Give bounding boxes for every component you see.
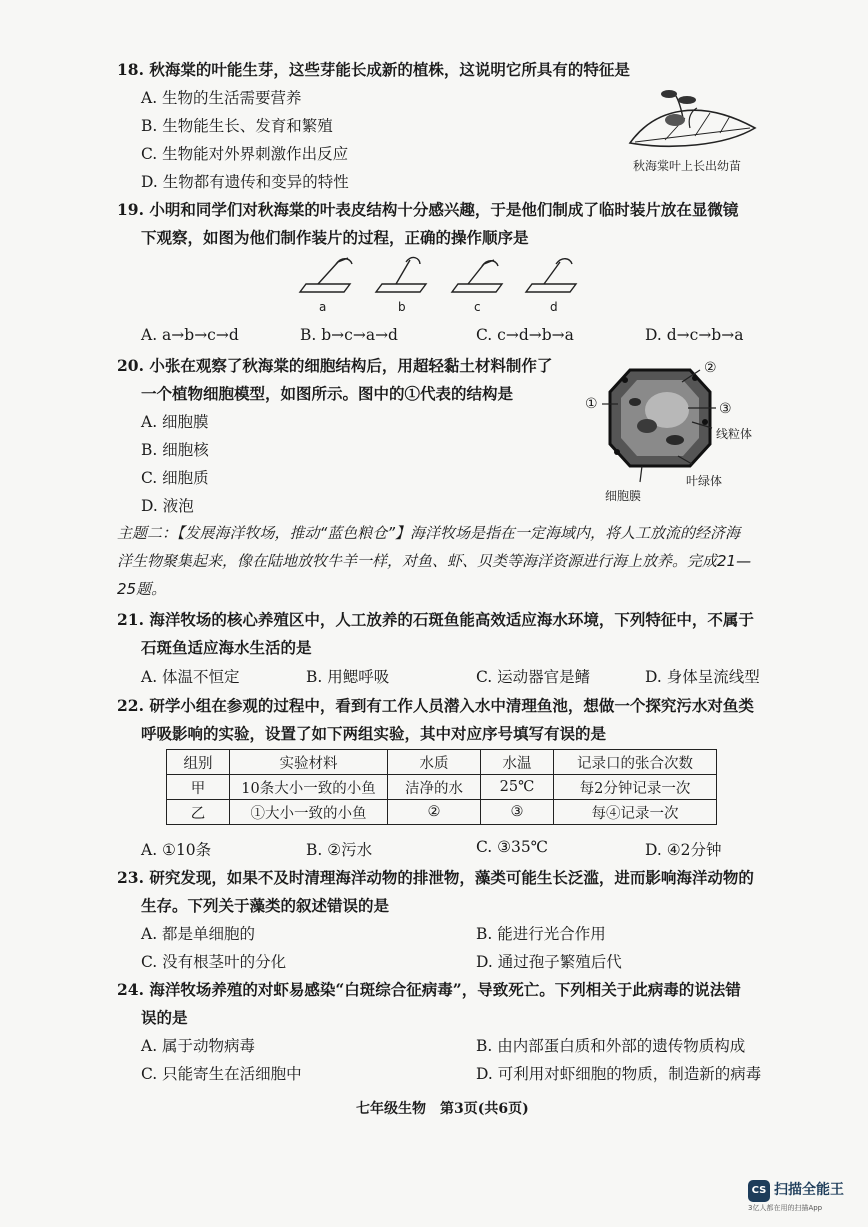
- table-cell: ②: [388, 800, 481, 825]
- q21-stem-line2: 石斑鱼适应海水生活的是: [141, 638, 312, 657]
- q21-option-b: B. 用鳃呼吸: [306, 668, 390, 686]
- table-cell: 每④记录一次: [554, 800, 717, 825]
- q19-figure-label-c: c: [474, 300, 481, 314]
- scanner-logo-icon: CS: [748, 1180, 770, 1202]
- q22-option-c: C. ③35℃: [476, 838, 549, 856]
- q18-option-d: D. 生物都有遗传和变异的特性: [141, 173, 349, 191]
- table-header-cell: 水质: [388, 750, 481, 775]
- q19-stem-line1: 19. 小明和同学们对秋海棠的叶表皮结构十分感兴趣，于是他们制成了临时装片放在显微镜: [117, 200, 739, 219]
- q20-option-d: D. 液泡: [141, 497, 194, 515]
- q23-option-c: C. 没有根茎叶的分化: [141, 953, 287, 971]
- q21-option-c: C. 运动器官是鳍: [476, 668, 591, 686]
- page-footer: 七年级生物 第3页(共6页): [356, 1101, 529, 1117]
- q20-option-b: B. 细胞核: [141, 441, 209, 459]
- table-cell: ③: [481, 800, 554, 825]
- q20-label-chloroplast: 叶绿体: [686, 474, 723, 488]
- q19-figure-label-b: b: [398, 300, 406, 314]
- q24-option-c: C. 只能寄生在活细胞中: [141, 1065, 302, 1083]
- q18-option-b: B. 生物能生长、发育和繁殖: [141, 117, 333, 135]
- q20-stem-line2: 一个植物细胞模型，如图所示。图中的①代表的结构是: [141, 384, 514, 403]
- q24-option-b: B. 由内部蛋白质和外部的遗传物质构成: [476, 1037, 746, 1055]
- theme2-line1: 主题二：【发展海洋牧场，推动“蓝色粮仓”】海洋牧场是指在一定海域内，将人工放流的经济海: [117, 524, 741, 542]
- q24-option-a: A. 属于动物病毒: [141, 1037, 256, 1055]
- q20-option-c: C. 细胞质: [141, 469, 209, 487]
- q18-stem: 18. 秋海棠的叶能生芽，这些芽能长成新的植株，这说明它所具有的特征是: [117, 60, 630, 79]
- q21-option-a: A. 体温不恒定: [141, 668, 240, 686]
- table-row: [167, 800, 717, 825]
- table-header-row: [167, 750, 717, 775]
- table-cell: 25℃: [481, 775, 554, 800]
- table-cell: 每2分钟记录一次: [554, 775, 717, 800]
- q19-option-b: B. b→c→a→d: [300, 326, 398, 344]
- cell-model-leader-lines: [596, 360, 726, 490]
- q19-stem-line2: 下观察，如图为他们制作装片的过程，正确的操作顺序是: [141, 228, 529, 247]
- q22-option-a: A. ①10条: [141, 841, 212, 859]
- q19-option-c: C. c→d→b→a: [476, 326, 574, 344]
- q23-stem-line1: 23. 研究发现，如果不及时清理海洋动物的排泄物，藻类可能生长泛滥，进而影响海洋动物的: [117, 868, 754, 887]
- table-cell: 10条大小一致的小鱼: [230, 775, 388, 800]
- q22-stem-line1: 22. 研学小组在参观的过程中，看到有工作人员潜入水中清理鱼池，想做一个探究污水对鱼类: [117, 696, 754, 715]
- q23-option-d: D. 通过孢子繁殖后代: [476, 953, 622, 971]
- q20-label-1: ①: [585, 396, 598, 412]
- table-header-cell: 水温: [481, 750, 554, 775]
- q22-experiment-table: [166, 749, 717, 825]
- q18-option-a: A. 生物的生活需要营养: [141, 89, 302, 107]
- q20-label-3: ③: [719, 401, 732, 417]
- theme2-line2: 洋生物聚集起来，像在陆地放牧牛羊一样，对鱼、虾、贝类等海洋资源进行海上放养。完成21—: [117, 552, 752, 570]
- table-row: [167, 775, 717, 800]
- q19-option-a: A. a→b→c→d: [141, 326, 239, 344]
- q21-stem-line1: 21. 海洋牧场的核心养殖区中，人工放养的石斑鱼能高效适应海水环境，下列特征中，不属于: [117, 610, 754, 629]
- table-cell: 乙: [167, 800, 230, 825]
- theme2-line3: 25题。: [117, 580, 167, 598]
- table-header-cell: 实验材料: [230, 750, 388, 775]
- q20-label-2: ②: [704, 360, 717, 376]
- begonia-leaf-illustration: [625, 88, 760, 150]
- scanner-watermark: [748, 1176, 852, 1210]
- scanner-app-name: 扫描全能王: [774, 1182, 844, 1198]
- q21-option-d: D. 身体呈流线型: [645, 668, 760, 686]
- q19-option-d: D. d→c→b→a: [645, 326, 744, 344]
- q20-label-cell-membrane: 细胞膜: [605, 489, 642, 503]
- slide-preparation-steps-illustration: [298, 252, 588, 300]
- q24-stem-line1: 24. 海洋牧场养殖的对虾易感染“白斑综合征病毒”，导致死亡。下列相关于此病毒的说法错: [117, 980, 741, 999]
- table-cell: ①大小一致的小鱼: [230, 800, 388, 825]
- q18-option-c: C. 生物能对外界刺激作出反应: [141, 145, 349, 163]
- q23-option-b: B. 能进行光合作用: [476, 925, 606, 943]
- q20-label-mitochondria: 线粒体: [716, 427, 753, 441]
- q22-option-d: D. ④2分钟: [645, 841, 722, 859]
- q23-option-a: A. 都是单细胞的: [141, 925, 256, 943]
- table-header-cell: 组别: [167, 750, 230, 775]
- scanner-app-tagline: 3亿人都在用的扫描App: [748, 1204, 823, 1212]
- q24-stem-line2: 误的是: [141, 1008, 188, 1027]
- table-cell: 洁净的水: [388, 775, 481, 800]
- q19-figure-label-d: d: [550, 300, 558, 314]
- q19-figure-label-a: a: [319, 300, 327, 314]
- q18-figure-caption: 秋海棠叶上长出幼苗: [633, 159, 742, 173]
- q23-stem-line2: 生存。下列关于藻类的叙述错误的是: [141, 896, 390, 915]
- q20-stem-line1: 20. 小张在观察了秋海棠的细胞结构后，用超轻黏土材料制作了: [117, 356, 553, 375]
- q22-stem-line2: 呼吸影响的实验，设置了如下两组实验，其中对应序号填写有误的是: [141, 724, 607, 743]
- table-header-cell: 记录口的张合次数: [554, 750, 717, 775]
- q24-option-d: D. 可利用对虾细胞的物质，制造新的病毒: [476, 1065, 762, 1083]
- table-cell: 甲: [167, 775, 230, 800]
- q20-option-a: A. 细胞膜: [141, 413, 209, 431]
- q22-option-b: B. ②污水: [306, 841, 373, 859]
